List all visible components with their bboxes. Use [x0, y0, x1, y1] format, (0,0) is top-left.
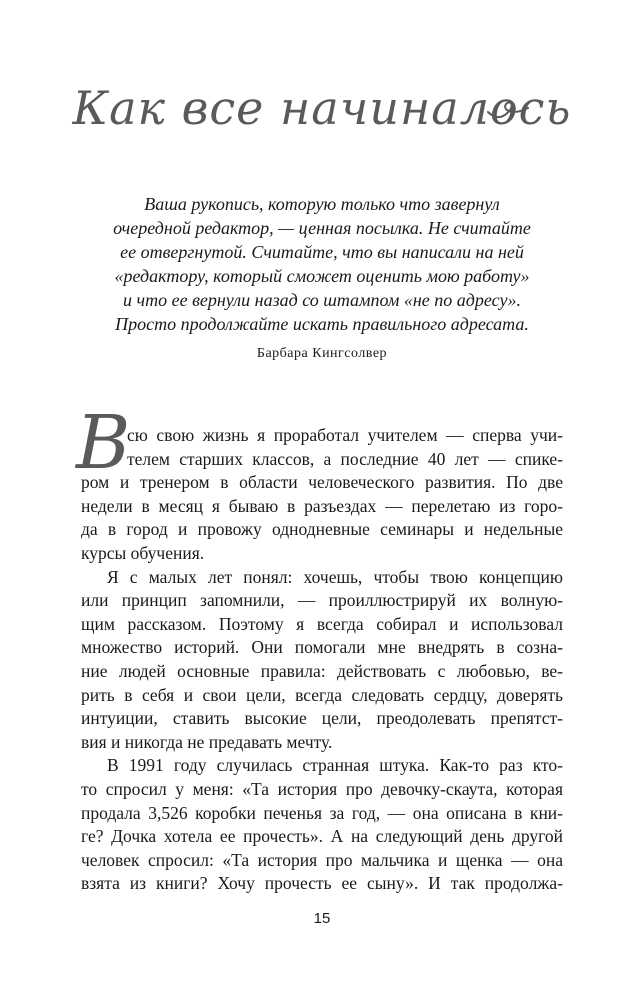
- drop-cap: В: [76, 400, 131, 486]
- epigraph-line: «редактору, который сможет оценить мою работу»: [114, 266, 530, 286]
- body-text: [81, 424, 563, 896]
- body-line: сю свою жизнь я проработал учителем — сперва учи-: [127, 425, 563, 445]
- body-line: щим рассказом. Поэтому я всегда собирал и использовал: [81, 613, 563, 634]
- body-line: ние людей основные правила: действовать с любовью, ве-: [81, 660, 563, 681]
- body-line: рить в себя и свои цели, всегда следовать сердцу, доверять: [81, 684, 563, 705]
- epigraph-line: Просто продолжайте искать правильного адресата.: [115, 314, 529, 334]
- body-line: взята из книги? Хочу прочесть ее сыну». И так продолжа-: [81, 873, 563, 894]
- epigraph-line: ее отвергнутой. Считайте, что вы написали на ней: [120, 242, 524, 262]
- body-line: Я с малых лет понял: хочешь, чтобы твою концепцию: [107, 566, 563, 587]
- body-line: В 1991 году случилась странная штука. Как-то раз кто-: [107, 755, 563, 776]
- body-line: курсы обучения.: [81, 542, 205, 563]
- body-line: интуиции, ставить высокие цели, преодолевать препятст-: [81, 708, 563, 729]
- epigraph: [90, 192, 554, 336]
- body-line: вия и никогда не предавать мечту.: [81, 731, 333, 752]
- body-line: ге? Дочка хотела ее прочесть». А на следующий день другой: [81, 826, 563, 847]
- epigraph-line: и что ее вернули назад со штампом «не по адресу».: [123, 290, 521, 310]
- page-number: 15: [313, 910, 331, 927]
- body-line: телем старших классов, а последние 40 лет — спике-: [127, 448, 563, 469]
- body-line: множество историй. Они помогали мне внедрять в созна-: [81, 637, 563, 658]
- body-line: то спросил у меня: «Та история про девочку-скаута, которая: [81, 778, 563, 799]
- body-line: или принцип запомнили, — проиллюстрируй их волную-: [81, 590, 563, 611]
- body-line: ром и тренером в области человеческого развития. По две: [81, 472, 563, 493]
- epigraph-author: Барбара Кингсолвер: [256, 346, 388, 361]
- epigraph-line: очередной редактор, — ценная посылка. Не считайте: [113, 218, 531, 238]
- body-line: недели в месяц я бываю в разъездах — перелетаю из горо-: [81, 495, 563, 516]
- body-line: продала 3,526 коробки печенья за год, — она описана в кни-: [81, 802, 563, 823]
- body-line: да в город и провожу однодневные семинары и недельные: [81, 519, 563, 540]
- chapter-title: Как все начиналось: [72, 81, 572, 135]
- title-flourish-ornament: [486, 96, 530, 122]
- epigraph-line: Ваша рукопись, которую только что завернул: [144, 194, 500, 214]
- body-line: человек спросил: «Та история про мальчика и щенка — она: [81, 849, 563, 870]
